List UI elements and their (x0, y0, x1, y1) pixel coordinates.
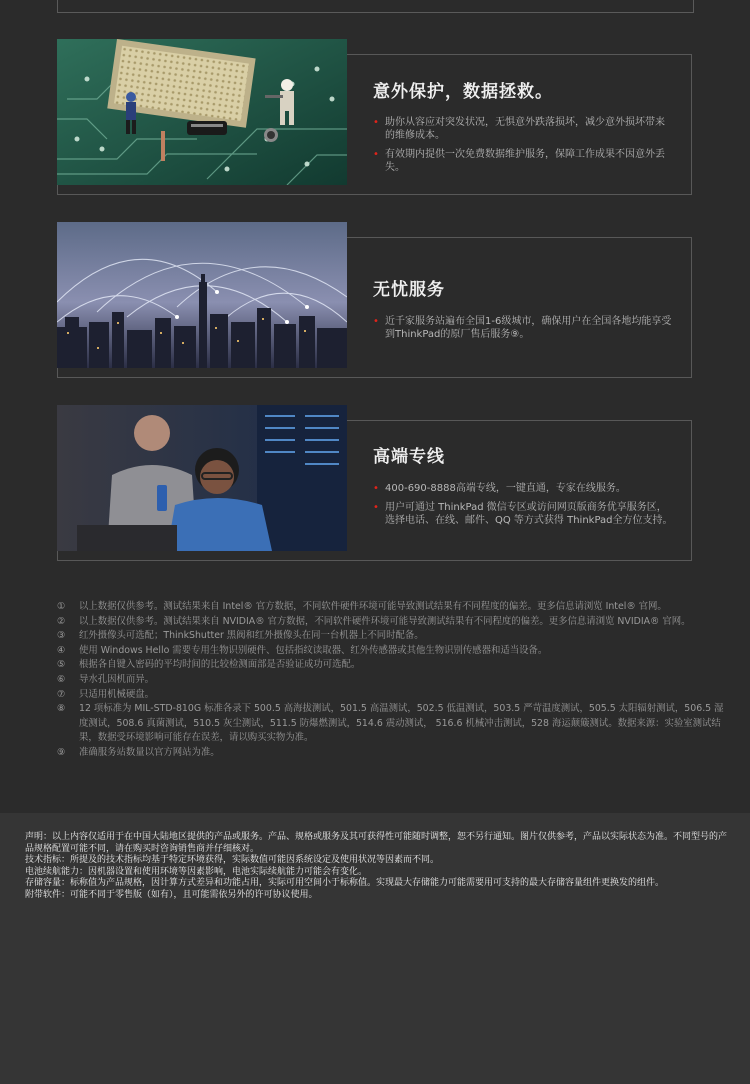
footnote: ⑤ 根据各自键入密码的平均时间的比较检测面部是否验证成功可选配。 (57, 659, 361, 671)
disclaimer-line: 附带软件：可能不同于零售版（如有），且可能需依另外的许可协议使用。 (25, 889, 318, 900)
disclaimer-line: 存储容量：标称值为产品规格，因计算方式差异和功能占用，实际可用空间小于标称值。实现最大存储能力可能需要用可支持的最大存储容量组件更换发的组件。 (25, 878, 665, 888)
footnote: ⑦ 只适用机械硬盘。 (57, 688, 155, 700)
footnotes (57, 600, 727, 761)
circuit-board-workers-photo (57, 39, 347, 185)
feature-card-premium-hotline (57, 420, 692, 561)
legal-disclaimer (25, 832, 730, 901)
bullet-icon: • (373, 117, 379, 128)
card-bullet-list (373, 315, 673, 347)
feature-card-worry-free-service (57, 237, 692, 378)
bullet-icon: • (373, 149, 379, 160)
engineers-server-room-photo (57, 405, 347, 551)
card-title: 无忧服务 (373, 280, 445, 300)
city-network-skyline-photo (57, 222, 347, 368)
previous-card-edge (57, 0, 694, 13)
list-item: • 用户可通过 ThinkPad 微信专区或访问网页版商务优享服务区，选择电话、在线、邮件、QQ 等方式获得 ThinkPad全方位支持。 (373, 502, 673, 526)
list-item: • 近千家服务站遍布全国1-6级城市，确保用户在全国各地均能享受到ThinkPad的原厂售后服务⑨。 (373, 316, 672, 340)
bullet-icon: • (373, 316, 379, 327)
footnote: ⑥ 导水孔因机而异。 (57, 673, 155, 685)
disclaimer-line: 技术指标：所提及的技术指标均基于特定环境获得，实际数值可能因系统设定及使用状况等因素而不同。 (25, 855, 440, 865)
feature-card-accident-protection (57, 54, 692, 195)
card-bullet-list (373, 482, 673, 533)
list-item: • 400-690-8888高端专线，一键直通，专家在线服务。 (373, 483, 626, 494)
footnote: ③ 红外摄像头可选配；ThinkShutter 黑阀和红外摄像头在同一台机器上不同时配备。 (57, 630, 424, 642)
list-item: • 助你从容应对突发状况，无惧意外跌落损坏，减少意外损坏带来的维修成本。 (373, 117, 665, 141)
bullet-icon: • (373, 483, 379, 494)
footnote: ② 以上数据仅供参考。测试结果来自 NVIDIA® 官方数据，不同软件硬件环境可能导致测试结果有不同程度的偏差。更多信息请浏览 NVIDIA® 官网。 (57, 615, 691, 627)
bullet-icon: • (373, 502, 379, 513)
list-item: • 有效期内提供一次免费数据维护服务，保障工作成果不因意外丢失。 (373, 149, 665, 173)
footnote: ① 以上数据仅供参考。测试结果来自 Intel® 官方数据，不同软件硬件环境可能导致测试结果有不同程度的偏差。更多信息请浏览 Intel® 官网。 (57, 601, 667, 612)
card-title: 意外保护，数据拯救。 (373, 82, 553, 102)
card-title: 高端专线 (373, 447, 445, 467)
footnote: ⑨ 准确服务站数量以官方网站为准。 (57, 746, 220, 758)
disclaimer-line: 声明：以上内容仅适用于在中国大陆地区提供的产品或服务。产品、规格或服务及其可获得性可能随时调整，恕不另行通知。图片仅供参考，产品以实际状态为准。不同型号的产品规格配置可能不同，请在购买时咨询销售商并仔细核对。 (25, 832, 728, 854)
footnote: ④ 使用 Windows Hello 需要专用生物识别硬件、包括指纹读取器、红外传感器或其他生物识别传感器和适当设备。 (57, 644, 548, 656)
footnote: ⑧ 12 项标准为 MIL-STD-810G 标准各录下 500.5 高海拔测试，501.5 高温测试，502.5 低温测试，503.5 严苛温度测试，505.5 太阳辐射测试，506.5 湿度测试，508.6 真菌测试，510.5 灰尘测试，511.5 防爆燃测试，514.6 震动测试， 516.6 机械冲击测试，528 海运颠簸测试。数据来源：实验室测试结果，数据受环境影响可能存在误差，请以购买实物为准。 (57, 703, 724, 744)
disclaimer-line: 电池续航能力：因机器设置和使用环境等因素影响，电池实际续航能力可能会有变化。 (25, 866, 368, 877)
card-bullet-list (373, 116, 673, 180)
